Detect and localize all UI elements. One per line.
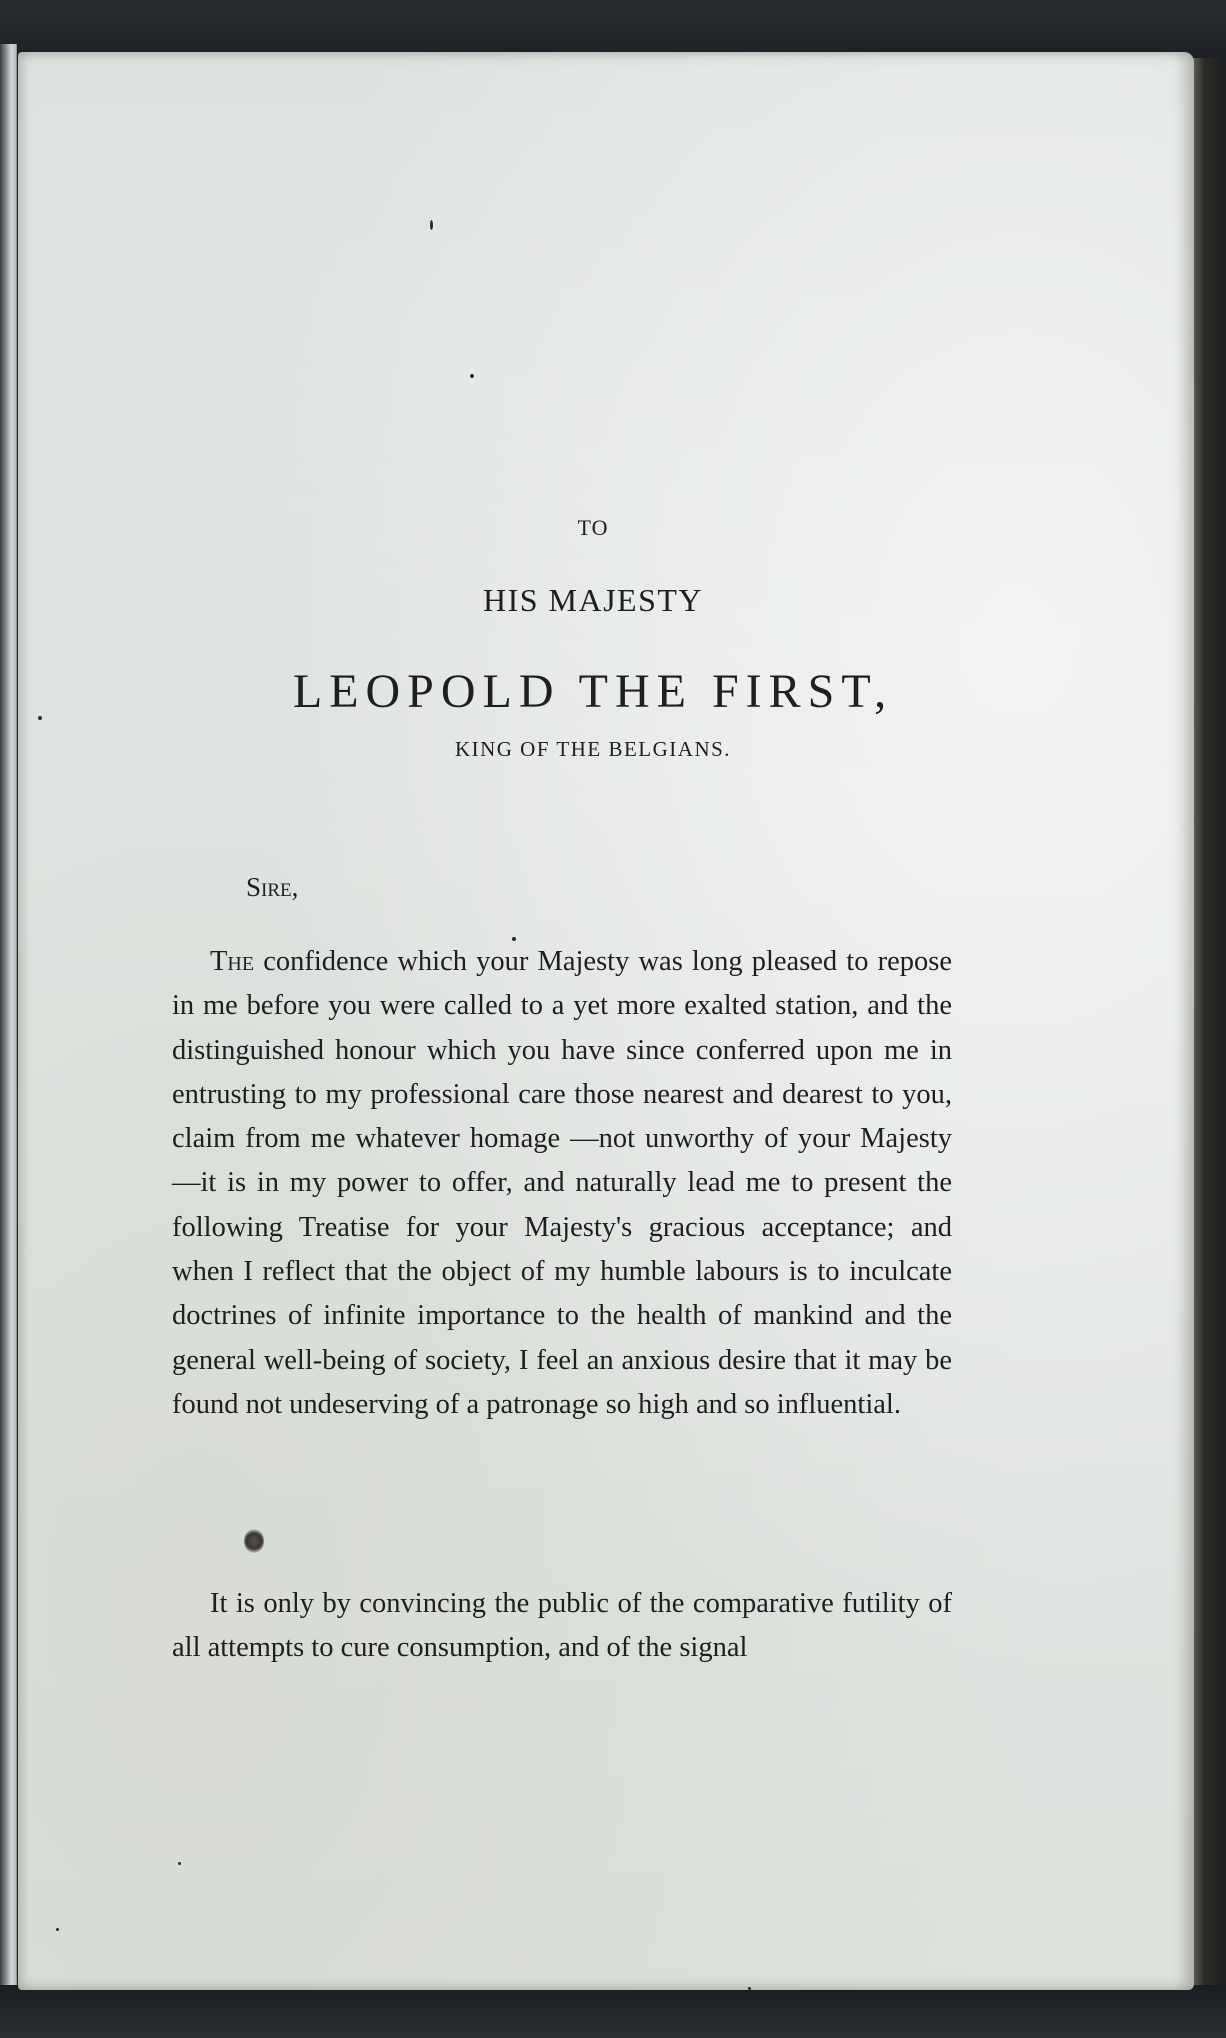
paper-speck xyxy=(512,937,516,941)
paper-speck xyxy=(178,1862,181,1865)
ink-stain xyxy=(244,1529,264,1553)
paper-speck xyxy=(38,716,42,720)
paper-speck xyxy=(748,1987,751,1990)
paper-speck xyxy=(56,1928,59,1931)
paragraph-lead-word: The xyxy=(210,946,255,977)
dedication-king-title: KING OF THE BELGIANS. xyxy=(454,737,732,761)
paragraph xyxy=(172,940,952,1427)
paragraph-text: confidence which your Majesty was long pleased to repose in me before you were called to a yet more exalted station, and the distinguished honour which you have since conferred upon me in entrusting to my professional care those nearest and dearest to you, claim from me whatever homage —not unworthy of your Majesty—it is in my power to offer, and naturally lead me to present the following Treatise for your Majesty's gracious acceptance; and when I reflect that the object of my humble labours is to inculcate doctrines of infinite importance to the health of mankind and the general well-being of society, I feel an anxious desire that it may be found not undeserving of a patronage so high and so influential. xyxy=(172,946,952,1420)
dedication-to: TO xyxy=(577,515,609,540)
scanner-background-bottom xyxy=(0,1985,1226,2038)
paragraph xyxy=(172,1582,952,1671)
salutation: Sire, xyxy=(246,872,299,902)
page xyxy=(18,52,1194,1990)
dedication-king-name: LEOPOLD THE FIRST, xyxy=(292,665,894,718)
paper-speck xyxy=(470,374,474,378)
paragraph-text: It is only by convincing the public of the comparative futility of all attempts to cure consumption, and of the signal xyxy=(172,1588,952,1664)
dedication-majesty: HIS MAJESTY xyxy=(482,582,704,618)
paper-speck xyxy=(430,220,433,230)
page-left-edge xyxy=(0,44,17,2004)
book-binding xyxy=(1190,58,1226,1988)
